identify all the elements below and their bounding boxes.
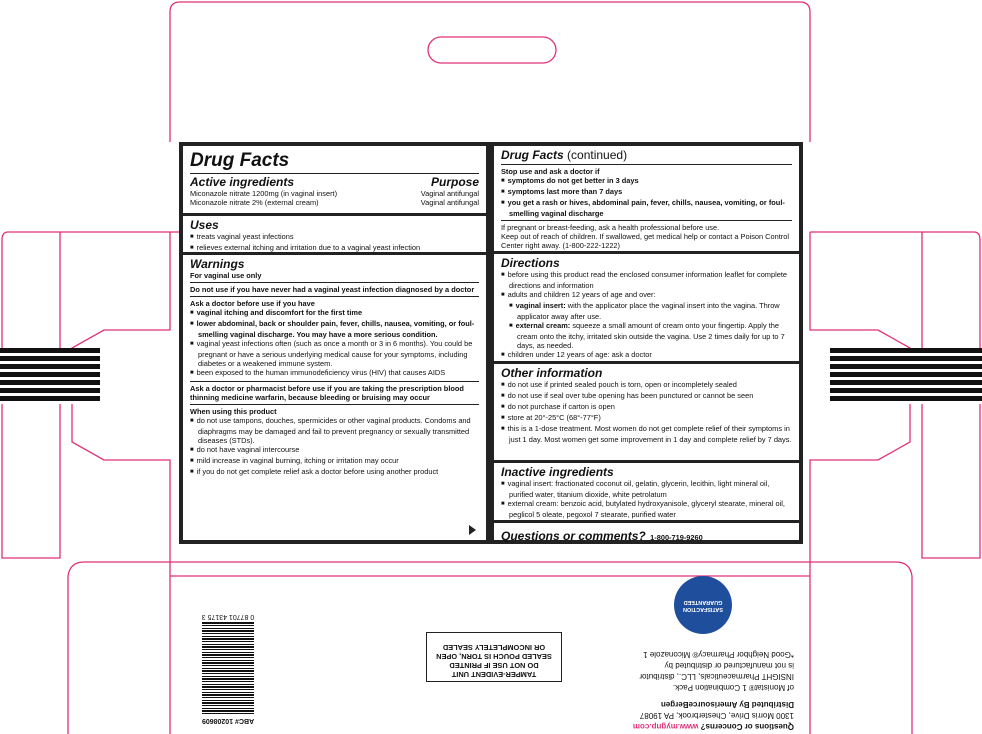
list-item: ■ if you do not get complete relief ask a doctor before using another product xyxy=(190,467,479,478)
list-item: ■ you get a rash or hives, abdominal pain, fever, chills, nausea, vomiting, or foul-smelling vaginal discharge xyxy=(501,198,792,218)
active-ingredient-row: Miconazole nitrate 1200mg (in vaginal insert) Vaginal antifungal xyxy=(190,189,479,198)
list-item: ■ relieves external itching and irritation due to a vaginal yeast infection xyxy=(190,243,479,254)
list-item: ■ external cream: benzoic acid, butylated hydroxyanisole, glyceryl stearate, mineral oil, peglicol 5 oleate, pegoxol 7 stearate, purified water xyxy=(501,499,792,519)
questions-line: Questions or Concerns? www.mygnp.com xyxy=(632,722,794,731)
other-heading: Other information xyxy=(501,366,603,380)
list-item: ■ do not use if seal over tube opening has been punctured or cannot be seen xyxy=(501,391,792,402)
barcode xyxy=(202,622,254,714)
website-url: www.mygnp.com xyxy=(632,722,699,731)
list-item: ■ vaginal insert: fractionated coconut oil, gelatin, glycerin, lecithin, light mineral oil, purified water, titanium dioxide, white petrolatum xyxy=(501,479,792,499)
list-item: ■ vaginal insert: with the applicator place the vaginal insert into the vagina. Throw applicator away after use. xyxy=(501,301,792,321)
list-item: ■ treats vaginal yeast infections xyxy=(190,232,479,243)
list-item: ■ mild increase in vaginal burning, itching or irritation may occur xyxy=(190,456,479,467)
list-item: ■ do not purchase if carton is open xyxy=(501,402,792,413)
for-vaginal-use: For vaginal use only xyxy=(190,271,262,280)
abc-number: ABC# 10208609 xyxy=(201,717,255,724)
distributor-block: Questions or Concerns? www.mygnp.com 1300 Morris Drive, Chesterbrook, PA 19087 Distributed By AmerisourceBergen of Monistat® 1 Combination Pack. INSIGHT Pharmaceuticals, LLC., distributor is not manufactured or distributed by *Good Neighbor Pharmacy® Miconazole 1 xyxy=(594,634,794,732)
questions-label: Questions or comments? xyxy=(501,529,646,543)
continued-title: Drug Facts (continued) xyxy=(501,148,628,162)
barcode-block xyxy=(196,604,260,724)
warnings-section xyxy=(183,255,486,481)
drug-facts-title: Drug Facts xyxy=(190,150,290,171)
inactive-heading: Inactive ingredients xyxy=(501,465,614,479)
ask-doctor-heading: Ask a doctor before use if you have xyxy=(190,299,315,308)
list-item: ■ children under 12 years of age: ask a doctor xyxy=(501,350,792,361)
active-ingredients-section xyxy=(183,146,486,216)
do-not-use: Do not use if you have never had a vaginal yeast infection diagnosed by a doctor xyxy=(190,285,475,294)
list-item: ■ vaginal itching and discomfort for the first time xyxy=(190,308,479,319)
uses-heading: Uses xyxy=(190,218,219,232)
side-color-bar-right xyxy=(830,348,982,404)
uses-section xyxy=(183,216,486,255)
directions-heading: Directions xyxy=(501,256,560,270)
when-using-heading: When using this product xyxy=(190,407,277,416)
other-information-section xyxy=(494,364,799,463)
side-color-bar-left xyxy=(0,348,100,404)
list-item: ■ store at 20°-25°C (68°-77°F) xyxy=(501,413,792,424)
active-ingredient-row: Miconazole nitrate 2% (external cream) Vaginal antifungal xyxy=(190,198,479,207)
barcode-number: 0 87701 43175 3 xyxy=(201,613,255,620)
list-item: ■ before using this product read the enclosed consumer information leaflet for complete directions and information xyxy=(501,270,792,290)
satisfaction-seal-icon: SATISFACTION GUARANTEED xyxy=(674,576,732,634)
list-item: ■ symptoms do not get better in 3 days xyxy=(501,176,792,187)
list-item: ■ do not have vaginal intercourse xyxy=(190,445,479,456)
stop-use-section xyxy=(494,146,799,254)
questions-section xyxy=(494,523,799,549)
list-item: ■ symptoms last more than 7 days xyxy=(501,187,792,198)
list-item: ■ external cream: squeeze a small amount of cream onto your fingertip. Apply the cream onto the itchy, irritated skin outside the vagina. Use 2 times daily for up to 7 days, as needed. xyxy=(501,321,792,350)
questions-phone: 1-800-719-9260 xyxy=(650,533,703,542)
list-item: ■ lower abdominal, back or shoulder pain, fever, chills, nausea, vomiting, or foul-smelling vaginal discharge. You may have a more serious condition. xyxy=(190,319,479,339)
list-item: ■ been exposed to the human immunodeficiency virus (HIV) that causes AIDS xyxy=(190,368,479,379)
stop-heading: Stop use and ask a doctor if xyxy=(501,167,600,176)
warnings-heading: Warnings xyxy=(190,257,245,271)
keep-out-warning: Keep out of reach of children. If swallowed, get medical help or contact a Poison Control Center right away. (1-800-222-1222) xyxy=(501,232,789,250)
drug-facts-panel-left xyxy=(179,142,490,544)
distributed-by: Distributed By AmerisourceBergen xyxy=(660,700,794,709)
pregnant-warning: If pregnant or breast-feeding, ask a health professional before use. xyxy=(501,223,720,232)
list-item: ■ this is a 1-dose treatment. Most women do not get complete relief of their symptoms in just 1 day. Most women get some improvement in 1 day and complete relief by 7 days. xyxy=(501,424,792,444)
list-item: ■ vaginal yeast infections often (such as once a month or 3 in 6 months). You could be pregnant or have a serious underlying medical cause for your symptoms, including diabetes or a weakened immune system. xyxy=(190,339,479,368)
drug-facts-panel-right xyxy=(490,142,803,544)
continue-arrow-icon xyxy=(469,525,476,535)
active-ingredients-heading: Active ingredients xyxy=(190,175,295,189)
list-item: ■ adults and children 12 years of age and over: xyxy=(501,290,792,301)
ask-pharmacist: Ask a doctor or pharmacist before use if you are taking the prescription blood thinning medicine warfarin, because bleeding or bruising may occur xyxy=(190,384,464,402)
directions-section xyxy=(494,254,799,364)
inactive-ingredients-section xyxy=(494,463,799,523)
address: 1300 Morris Drive, Chesterbrook, PA 19087 xyxy=(639,711,794,720)
purpose-heading: Purpose xyxy=(430,175,479,189)
list-item: ■ do not use tampons, douches, spermicides or other vaginal products. Condoms and diaphragms may be damaged and fail to prevent pregnancy or sexually transmitted diseases (STDs). xyxy=(190,416,479,445)
list-item: ■ do not use if printed sealed pouch is torn, open or incompletely sealed xyxy=(501,380,792,391)
tamper-evident-box: TAMPER-EVIDENT UNIT DO NOT USE IF PRINTED SEALED POUCH IS TORN, OPEN OR INCOMPLETELY SEALED xyxy=(426,632,562,682)
